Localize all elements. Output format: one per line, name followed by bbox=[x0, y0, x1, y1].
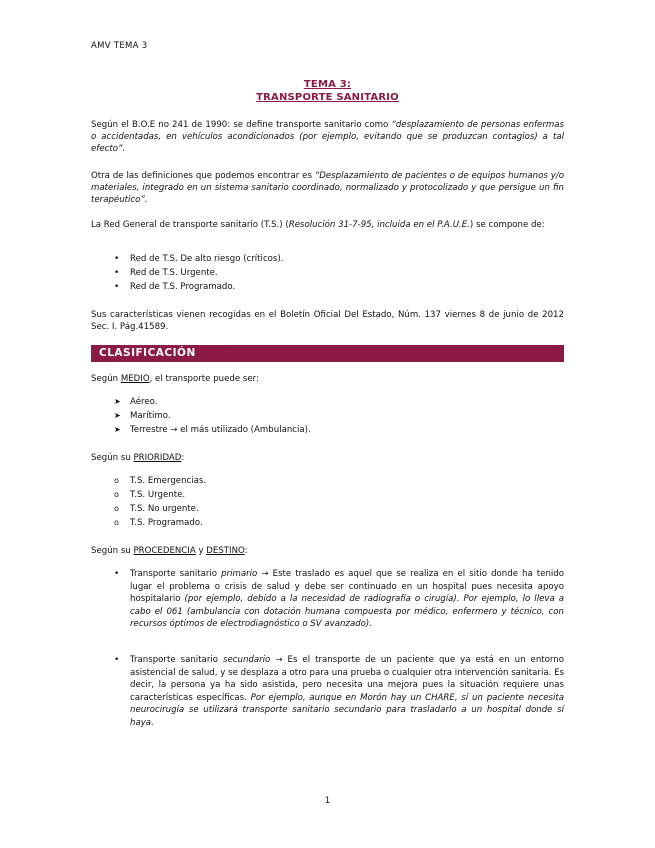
intro-p3-text-b: ) se compone de: bbox=[469, 220, 545, 230]
prioridad-list bbox=[114, 474, 564, 530]
bullet-icon: • bbox=[114, 268, 120, 278]
procedencia-item-2-list bbox=[114, 654, 564, 730]
circle-bullet-icon: o bbox=[114, 518, 119, 527]
list-item bbox=[114, 568, 564, 631]
item1-text-a: Transporte sanitario bbox=[130, 569, 222, 579]
intro-p2-text: Otra de las definiciones que podemos encontrar es bbox=[91, 171, 315, 181]
medio-list bbox=[114, 395, 564, 437]
bullet-icon: • bbox=[114, 282, 120, 292]
bullet-icon: • bbox=[114, 655, 120, 665]
item1-keyword: primario bbox=[221, 569, 258, 579]
section-heading-bar bbox=[91, 345, 564, 362]
medio-lead bbox=[91, 373, 564, 385]
list-item-text: Aéreo. bbox=[130, 397, 158, 407]
intro-paragraph-4: Sus características vienen recogidas en el Boletín Oficial Del Estado, Núm. 137 viernes 8 de junio de 2012 Sec. I. Pág.41589. bbox=[91, 310, 564, 333]
page-header: AMV TEMA 3 bbox=[91, 41, 148, 51]
intro-paragraph-2 bbox=[91, 170, 564, 207]
list-item-text: Red de T.S. Urgente. bbox=[130, 268, 218, 278]
intro-paragraph-1 bbox=[91, 119, 564, 156]
medio-lead-tail: , el transporte puede ser: bbox=[149, 374, 259, 384]
circle-bullet-icon: o bbox=[114, 476, 119, 485]
list-item-text: Red de T.S. Programado. bbox=[130, 282, 236, 292]
item2-keyword: secundario bbox=[223, 655, 271, 665]
medio-lead-text: Según bbox=[91, 374, 121, 384]
item2-example: Por ejemplo, aunque en Morón hay un CHARE, si un paciente necesita neurocirugía se utilizará transporte sanitario secundario para trasladarlo a un hospital donde sí haya. bbox=[130, 692, 564, 728]
item2-text-b: → Es el transporte de un paciente que ya está en un entorno asistencial de salud, y se desplaza a otro para una prueba o cualquier otra intervención sanitaria. Es decir, la persona ya ha sido asistida, pero necesita una mejora pues la situación requiere unas características específicas. bbox=[130, 655, 564, 703]
list-item bbox=[114, 409, 564, 423]
list-item-text: T.S. No urgente. bbox=[130, 504, 199, 514]
list-item-text: T.S. Emergencias. bbox=[130, 476, 207, 486]
arrow-bullet-icon: ➤ bbox=[114, 397, 121, 406]
list-item bbox=[114, 395, 564, 409]
procedencia-lead bbox=[91, 545, 564, 557]
intro-p2-quote: “Desplazamiento de pacientes o de equipos humanos y/o materiales, integrado en un sistema sanitario coordinado, normalizado y protocolizado y que persigue un fin terapéutico”. bbox=[91, 171, 564, 206]
circle-bullet-icon: o bbox=[114, 490, 119, 499]
intro-p1-text: Según el B.O.E no 241 de 1990: se define transporte sanitario como bbox=[91, 120, 392, 130]
list-item bbox=[114, 488, 564, 502]
procedencia-item-1-list bbox=[114, 568, 564, 631]
item1-text-b: → Este traslado es aquel que se realiza en el sitio donde ha tenido lugar el problema o crisis de salud y debe ser continuado en un hospital pues necesita apoyo hospitalario bbox=[130, 569, 565, 605]
section-heading: CLASIFICACIÓN bbox=[99, 347, 196, 359]
list-item-text: T.S. Programado. bbox=[130, 518, 203, 528]
intro-p1-quote: “desplazamiento de personas enfermas o accidentadas, en vehículos acondicionados (por ejemplo, evitando que se produzcan contagios) a tal efecto”. bbox=[91, 120, 564, 155]
procedencia-lead-text: Según su bbox=[91, 546, 134, 556]
list-item bbox=[114, 280, 564, 294]
red-list bbox=[114, 252, 564, 294]
list-item bbox=[114, 423, 564, 437]
intro-p3-text-a: La Red General de transporte sanitario (T.S.) ( bbox=[91, 220, 289, 230]
list-item bbox=[114, 654, 564, 730]
procedencia-lead-mid: y bbox=[195, 546, 207, 556]
circle-bullet-icon: o bbox=[114, 504, 119, 513]
procedencia-keyword: PROCEDENCIA bbox=[133, 546, 196, 556]
intro-paragraph-3 bbox=[91, 219, 564, 231]
bullet-icon: • bbox=[114, 569, 120, 579]
item2-text-a: Transporte sanitario bbox=[130, 655, 224, 665]
list-item-text: Marítimo. bbox=[130, 411, 171, 421]
procedencia-lead-tail: : bbox=[244, 546, 248, 556]
list-item bbox=[114, 266, 564, 280]
list-item bbox=[114, 502, 564, 516]
list-item bbox=[114, 516, 564, 530]
list-item-text: Red de T.S. De alto riesgo (críticos). bbox=[130, 254, 284, 264]
prioridad-lead bbox=[91, 452, 564, 464]
prioridad-lead-keyword: PRIORIDAD bbox=[133, 453, 182, 463]
intro-p3-resolution: Resolución 31-7-95, incluida en el P.A.U.E. bbox=[288, 220, 470, 230]
list-item bbox=[114, 474, 564, 488]
page-number: 1 bbox=[324, 796, 331, 806]
item1-example: (por ejemplo, debido a la necesidad de radiografía o cirugía). Por ejemplo, lo lleva a cabo el 061 (ambulancia con dotación humana compuesta por médico, enfermero y técnico, con recursos óptimos de electrodiagnóstico o SV avanzado). bbox=[130, 594, 564, 630]
prioridad-lead-text: Según su bbox=[91, 453, 134, 463]
prioridad-lead-tail: : bbox=[181, 453, 185, 463]
arrow-bullet-icon: ➤ bbox=[114, 411, 121, 420]
list-item bbox=[114, 252, 564, 266]
document-title-line1: TEMA 3: bbox=[303, 79, 352, 90]
medio-lead-keyword: MEDIO bbox=[120, 374, 150, 384]
list-item-text: Terrestre → el más utilizado (Ambulancia). bbox=[130, 425, 311, 435]
document-title-line2: TRANSPORTE SANITARIO bbox=[256, 92, 399, 103]
list-item-text: T.S. Urgente. bbox=[130, 490, 186, 500]
destino-keyword: DESTINO bbox=[206, 546, 245, 556]
bullet-icon: • bbox=[114, 254, 120, 264]
arrow-bullet-icon: ➤ bbox=[114, 425, 121, 434]
